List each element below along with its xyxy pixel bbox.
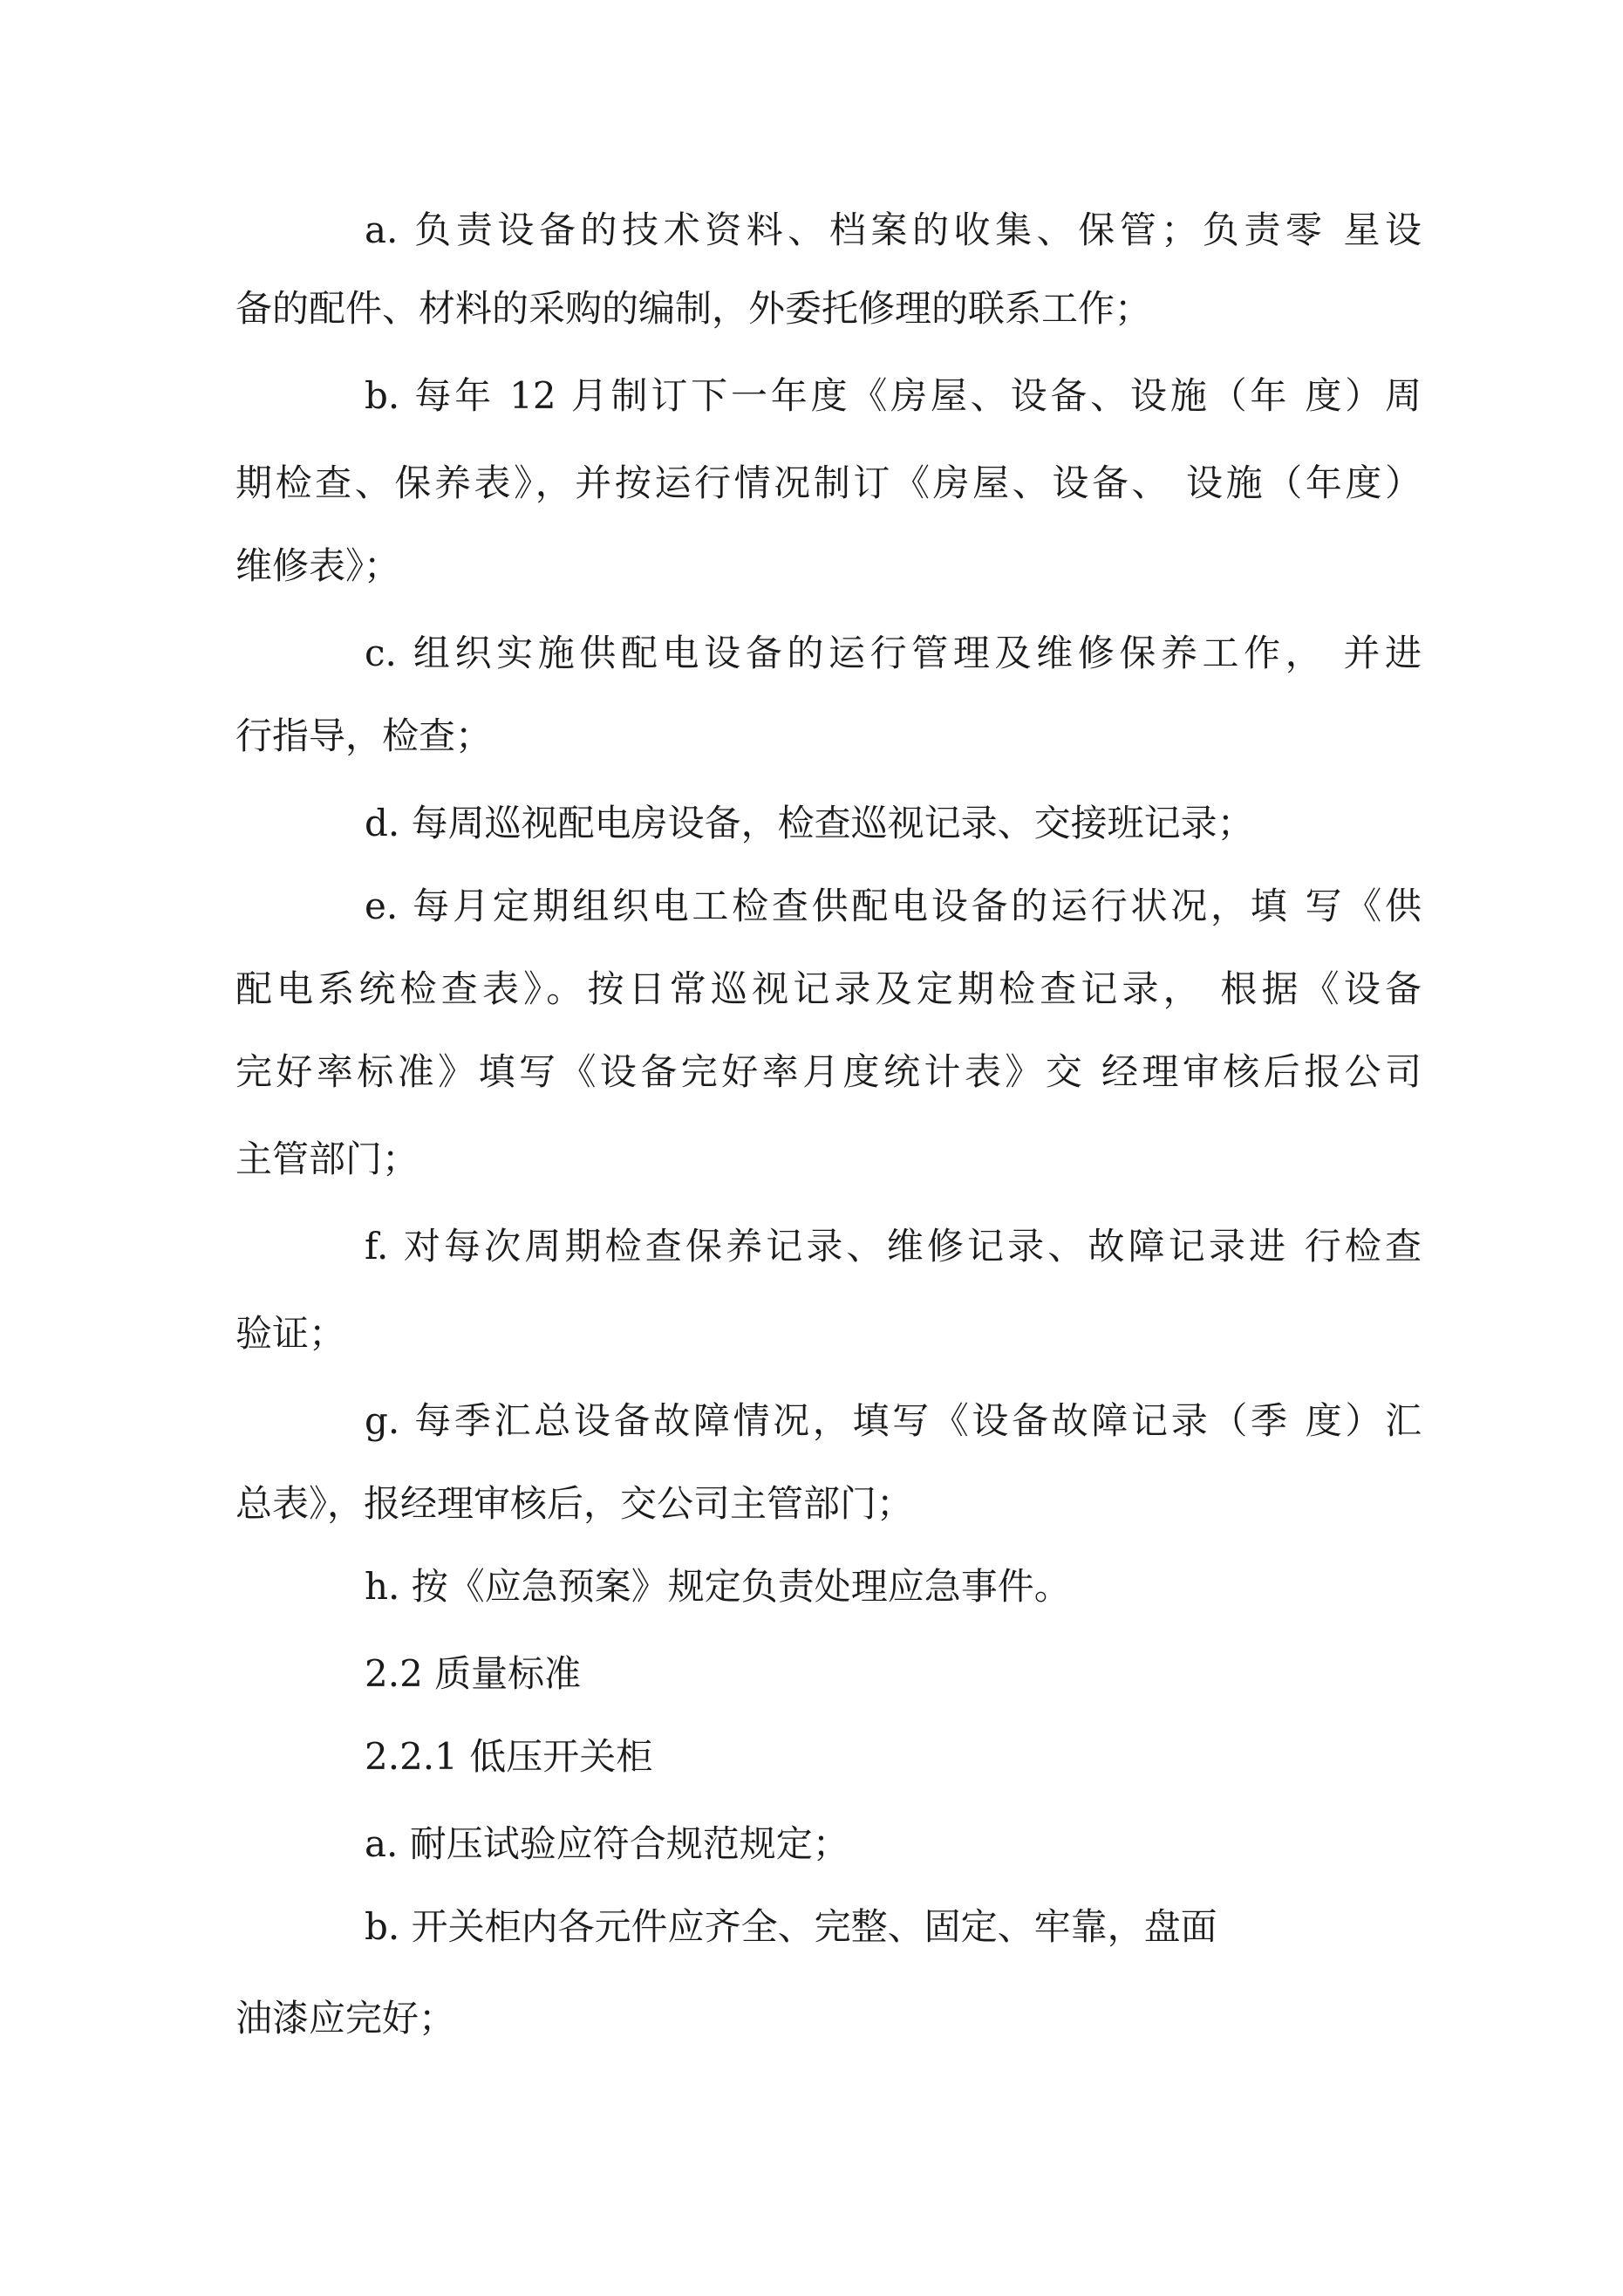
paragraph-c-line-2: 行指导，检查； <box>235 715 493 757</box>
paragraph-b-line-1: b. 每年 12 月制订下一年度《房屋、设备、设施（年 度）周 <box>365 375 1422 417</box>
paragraph-f-line-2: 验证； <box>235 1313 346 1355</box>
paragraph-e-line-2: 配电系统检查表》。按日常巡视记录及定期检查记录， 根据《设备 <box>235 968 1422 1010</box>
paragraph-e-line-3: 完好率标准》填写《设备完好率月度统计表》交 经理审核后报公司 <box>235 1051 1422 1093</box>
paragraph-f-line-1: f. 对每次周期检查保养记录、维修记录、故障记录进 行检查 <box>365 1226 1422 1268</box>
paragraph-b-line-2: 期检查、保养表》，并按运行情况制订《房屋、设备、 设施（年度） <box>235 462 1422 504</box>
paragraph-d-line-1: d. 每周巡视配电房设备，检查巡视记录、交接班记录； <box>365 803 1254 844</box>
paragraph-g-line-2: 总表》，报经理审核后，交公司主管部门； <box>235 1483 914 1525</box>
paragraph-a-line-2: 备的配件、材料的采购的编制，外委托修理的联系工作； <box>235 288 1152 330</box>
paragraph-b-line-3: 维修表》； <box>235 545 401 587</box>
item-b-line-1: b. 开关柜内各元件应齐全、完整、固定、牢靠，盘面 <box>365 1906 1217 1948</box>
paragraph-a-line-1: a. 负责设备的技术资料、档案的收集、保管；负责零 星设 <box>365 209 1422 251</box>
paragraph-g-line-1: g. 每季汇总设备故障情况，填写《设备故障记录（季 度）汇 <box>365 1400 1422 1442</box>
paragraph-h-line-1: h. 按《应急预案》规定负责处理应急事件。 <box>365 1566 1071 1608</box>
paragraph-e-line-4: 主管部门； <box>235 1138 419 1180</box>
section-heading-2-2-1: 2.2.1 低压开关柜 <box>365 1736 653 1778</box>
item-b-line-2: 油漆应完好； <box>235 1998 456 2040</box>
item-a-line-1: a. 耐压试验应符合规范规定； <box>365 1823 849 1865</box>
section-heading-2-2: 2.2 质量标准 <box>365 1653 582 1695</box>
paragraph-e-line-1: e. 每月定期组织电工检查供配电设备的运行状况，填 写《供 <box>365 885 1422 927</box>
paragraph-c-line-1: c. 组织实施供配电设备的运行管理及维修保养工作， 并进 <box>365 632 1422 674</box>
